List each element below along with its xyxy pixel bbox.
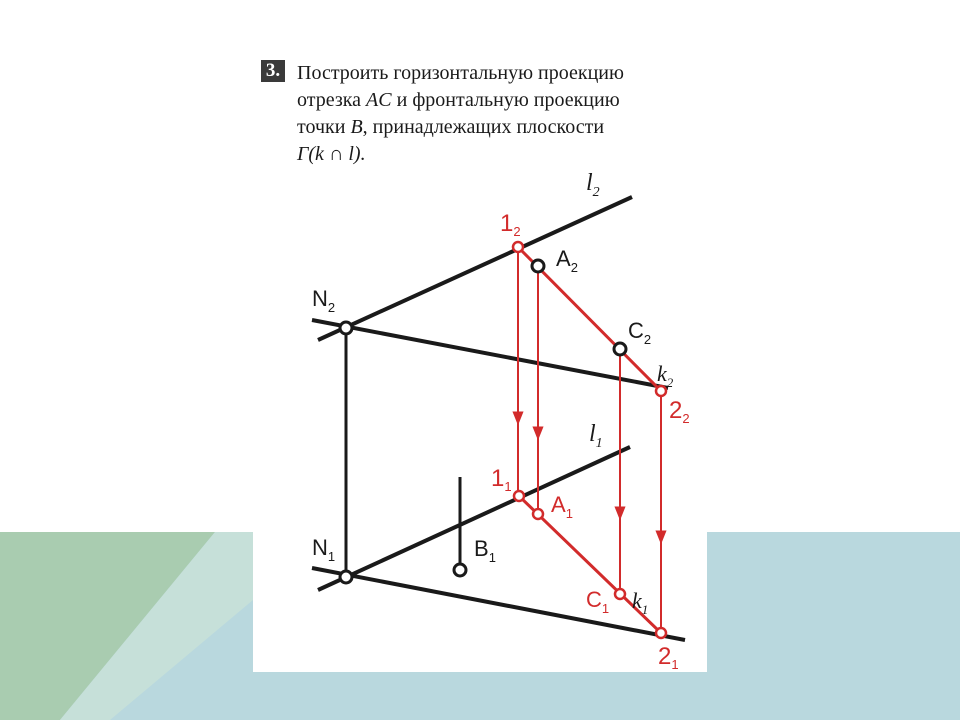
label-l2: $l_2$ (586, 170, 600, 200)
task-line-2: отрезка AC и фронтальную проекцию (297, 89, 620, 111)
label-l1: $l_1$ (589, 421, 603, 451)
point-c1 (615, 589, 625, 599)
point-b1 (454, 564, 466, 576)
point-n2 (340, 322, 352, 334)
label-11: $1_1$ (491, 465, 512, 494)
point-11 (514, 491, 524, 501)
label-22: $2_2$ (669, 397, 690, 426)
point-c2 (614, 343, 626, 355)
label-21: $2_1$ (658, 643, 679, 672)
label-a2: $A_2$ (556, 246, 578, 275)
task-line-1: Построить горизонтальную проекцию (297, 62, 624, 84)
label-c1: $C_1$ (586, 587, 610, 616)
point-a2 (532, 260, 544, 272)
point-21 (656, 628, 666, 638)
line-l2 (318, 197, 632, 340)
label-k1: $k_1$ (632, 588, 649, 617)
label-k2: $k_2$ (657, 361, 674, 390)
label-a1: $A_1$ (551, 492, 573, 521)
task-line-4: Γ(k ∩ l). (297, 143, 366, 165)
point-22 (656, 386, 666, 396)
label-c2: $C_2$ (628, 318, 652, 347)
label-n2: $N_2$ (312, 286, 336, 315)
point-a1 (533, 509, 543, 519)
task-number-badge: 3. (261, 60, 285, 82)
label-n1: $N_1$ (312, 535, 336, 564)
point-n1 (340, 571, 352, 583)
point-12 (513, 242, 523, 252)
label-12: $1_2$ (500, 210, 521, 239)
label-b1: $B_1$ (474, 536, 496, 565)
task-line-3: точки B, принадлежащих плоскости (297, 116, 605, 138)
line-l1 (318, 447, 630, 590)
